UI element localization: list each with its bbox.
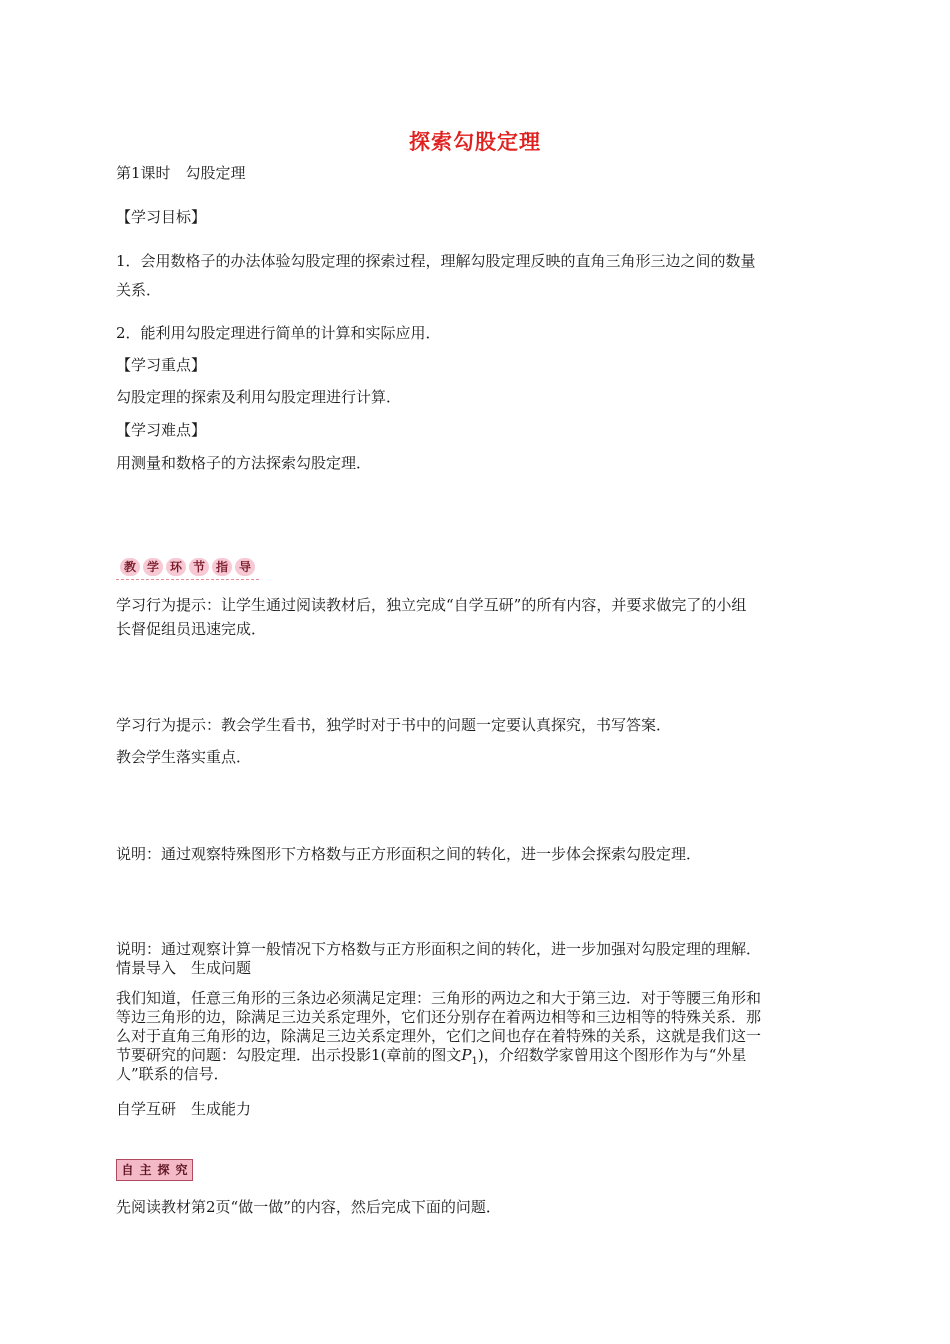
self-exploration-badge xyxy=(116,1159,193,1181)
badge-char: 节 xyxy=(189,558,209,576)
hint-1-line-1: 学习行为提示：让学生通过阅读教材后，独立完成“自学互研”的所有内容，并要求做完了的小组 xyxy=(116,596,747,614)
badge-char: 学 xyxy=(143,558,163,576)
intro-line-3: 么对于直角三角形的边，除满足三边关系定理外，它们之间也存在着特殊的关系，这就是我们这一 xyxy=(116,1027,762,1045)
page-title: 探索勾股定理 xyxy=(409,130,541,154)
note-2: 说明：通过观察计算一般情况下方格数与正方形面积之间的转化，进一步加强对勾股定理的理解． xyxy=(116,940,762,958)
objective-1-line-2: 关系． xyxy=(116,281,162,299)
intro-line-4-part-b: )，介绍数学家曾用这个图形作为与“外星 xyxy=(477,1046,747,1064)
difficulty-text: 用测量和数格子的方法探索勾股定理． xyxy=(116,454,372,472)
objective-1-line-1: 1．会用数格子的办法体验勾股定理的探索过程，理解勾股定理反映的直角三角形三边之间的数量 xyxy=(116,252,756,270)
intro-line-5: 人”联系的信号． xyxy=(116,1065,229,1083)
badge-char: 指 xyxy=(212,558,232,576)
hint-3: 教会学生落实重点． xyxy=(116,748,252,766)
teaching-guide-badge xyxy=(116,555,259,580)
note-1: 说明：通过观察特殊图形下方格数与正方形面积之间的转化，进一步体会探索勾股定理． xyxy=(116,845,702,863)
hint-2: 学习行为提示：教会学生看书，独学时对于书中的问题一定要认真探究，书写答案． xyxy=(116,716,672,734)
badge-char: 导 xyxy=(235,558,255,576)
badge-char: 教 xyxy=(120,558,140,576)
objective-2: 2．能利用勾股定理进行简单的计算和实际应用． xyxy=(116,324,441,342)
intro-line-4-part-a: 节要研究的问题：勾股定理．出示投影1(章前的图文 xyxy=(116,1046,462,1064)
key-points-heading: 【学习重点】 xyxy=(116,356,207,374)
intro-line-2: 等边三角形的边，除满足三边关系定理外，它们还分别存在着两边相等和三边相等的特殊关系．那 xyxy=(116,1008,762,1026)
key-points-text: 勾股定理的探索及利用勾股定理进行计算． xyxy=(116,388,402,406)
variable-subscript: 1 xyxy=(471,1056,478,1067)
variable-p: P xyxy=(461,1046,472,1064)
hint-1-line-2: 长督促组员迅速完成． xyxy=(116,620,267,638)
lesson-subtitle: 第1课时 勾股定理 xyxy=(116,164,246,182)
difficulty-heading: 【学习难点】 xyxy=(116,421,207,439)
badge-char: 主 xyxy=(139,1163,152,1177)
intro-line-1: 我们知道，任意三角形的三条边必须满足定理：三角形的两边之和大于第三边．对于等腰三角形和 xyxy=(116,989,762,1007)
final-instruction: 先阅读教材第2页“做一做”的内容，然后完成下面的问题． xyxy=(116,1198,501,1216)
badge-char: 究 xyxy=(175,1163,188,1177)
badge-char: 自 xyxy=(121,1163,134,1177)
badge-char: 环 xyxy=(166,558,186,576)
objectives-heading: 【学习目标】 xyxy=(116,208,207,226)
section-self-study-heading: 自学互研 生成能力 xyxy=(116,1100,252,1118)
badge-char: 探 xyxy=(157,1163,170,1177)
section-intro-heading: 情景导入 生成问题 xyxy=(116,959,252,977)
